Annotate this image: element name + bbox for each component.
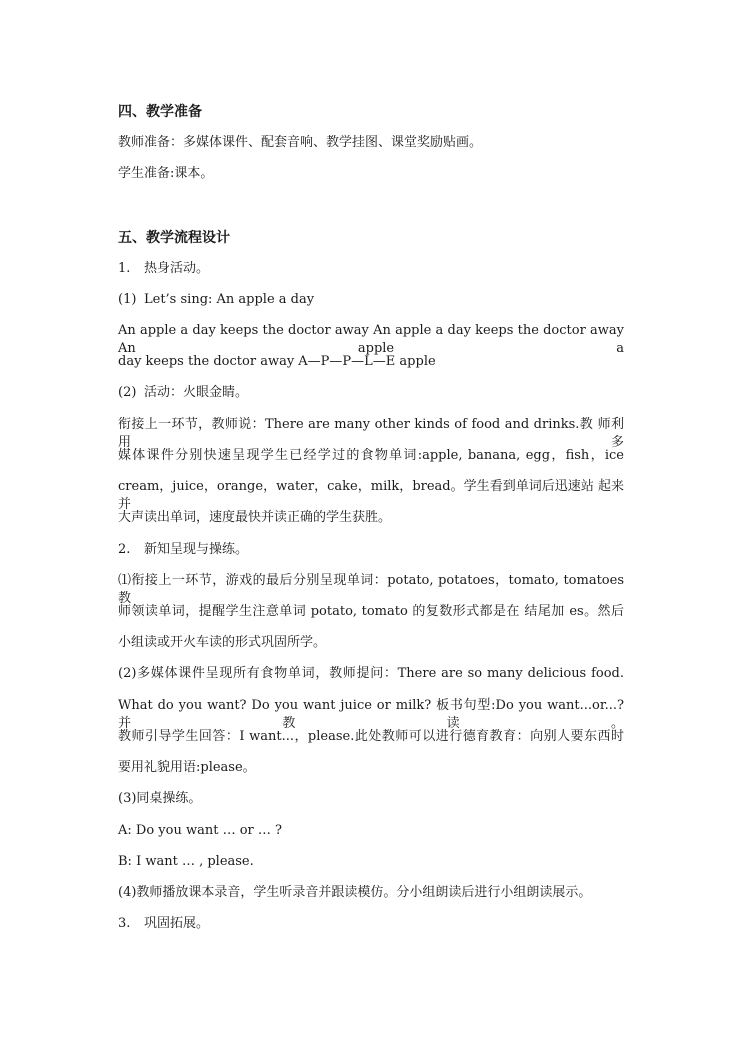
activity-paragraph-line-4: 大声读出单词，速度最快并读正确的学生获胜。: [118, 510, 392, 525]
step-3-number: 3.: [118, 916, 131, 931]
song-line-1: An apple a day keeps the doctor away An apple a day keeps the doctor away An apple a: [118, 323, 624, 356]
student-prep: 学生准备:课本。: [118, 166, 214, 181]
substep-1: [118, 291, 624, 309]
substep-2-text: 活动：火眼金睛。: [144, 385, 249, 400]
activity-paragraph-line-2: 媒体课件分别快速呈现学生已经学过的食物单词:apple, banana, egg，fish，ice: [118, 448, 624, 463]
media-paragraph-line-2: What do you want? Do you want juice or milk? 板书句型:Do you want...or...? 并教读。: [118, 698, 624, 731]
new-words-line-2: 师领读单词，提醒学生注意单词 potato, tomato 的复数形式都是在 结尾加 es。然后: [118, 604, 624, 619]
dialog-line-b: B: I want … , please.: [118, 854, 254, 869]
activity-paragraph-line-3: cream，juice，orange，water，cake，milk，bread。学生看到单词后迅速站 起来并: [118, 479, 624, 512]
substep-2-number: (2): [118, 385, 137, 400]
media-paragraph-line-4: 要用礼貌用语:please。: [118, 760, 256, 775]
activity-paragraph-line-1: 衔接上一环节，教师说：There are many other kinds of food and drinks.教 师利用多: [118, 417, 624, 450]
step-2: [118, 541, 624, 559]
dialog-line-a: A: Do you want … or … ?: [118, 823, 282, 838]
step-1: [118, 260, 624, 278]
step-3: [118, 915, 624, 933]
step-2-text: 新知呈现与操练。: [144, 542, 249, 557]
pair-practice: (3)同桌操练。: [118, 791, 202, 806]
teacher-prep: 教师准备：多媒体课件、配套音响、教学挂图、课堂奖励贴画。: [118, 135, 483, 150]
step-1-text: 热身活动。: [144, 261, 210, 276]
step-1-number: 1.: [118, 261, 131, 276]
section-5-title: 五、教学流程设计: [118, 230, 230, 246]
media-paragraph-line-1: (2)多媒体课件呈现所有食物单词，教师提问：There are so many delicious food.: [118, 666, 624, 681]
substep-2: [118, 384, 624, 402]
recording-practice: (4)教师播放课本录音，学生听录音并跟读模仿。分小组朗读后进行小组朗读展示。: [118, 885, 592, 900]
substep-1-text: Let’s sing: An apple a day: [144, 292, 315, 307]
new-words-line-1: ⑴衔接上一环节，游戏的最后分别呈现单词：potato, potatoes，tomato, tomatoes 教: [118, 573, 624, 606]
song-line-2: day keeps the doctor away A—P—P—L—E apple: [118, 354, 436, 369]
section-4-title: 四、教学准备: [118, 104, 202, 120]
substep-1-number: (1): [118, 292, 137, 307]
step-2-number: 2.: [118, 542, 131, 557]
step-3-text: 巩固拓展。: [144, 916, 210, 931]
media-paragraph-line-3: 教师引导学生回答：I want...，please.此处教师可以进行德育教育：向别人要东西时: [118, 729, 624, 744]
new-words-line-3: 小组读或开火车读的形式巩固所学。: [118, 635, 327, 650]
